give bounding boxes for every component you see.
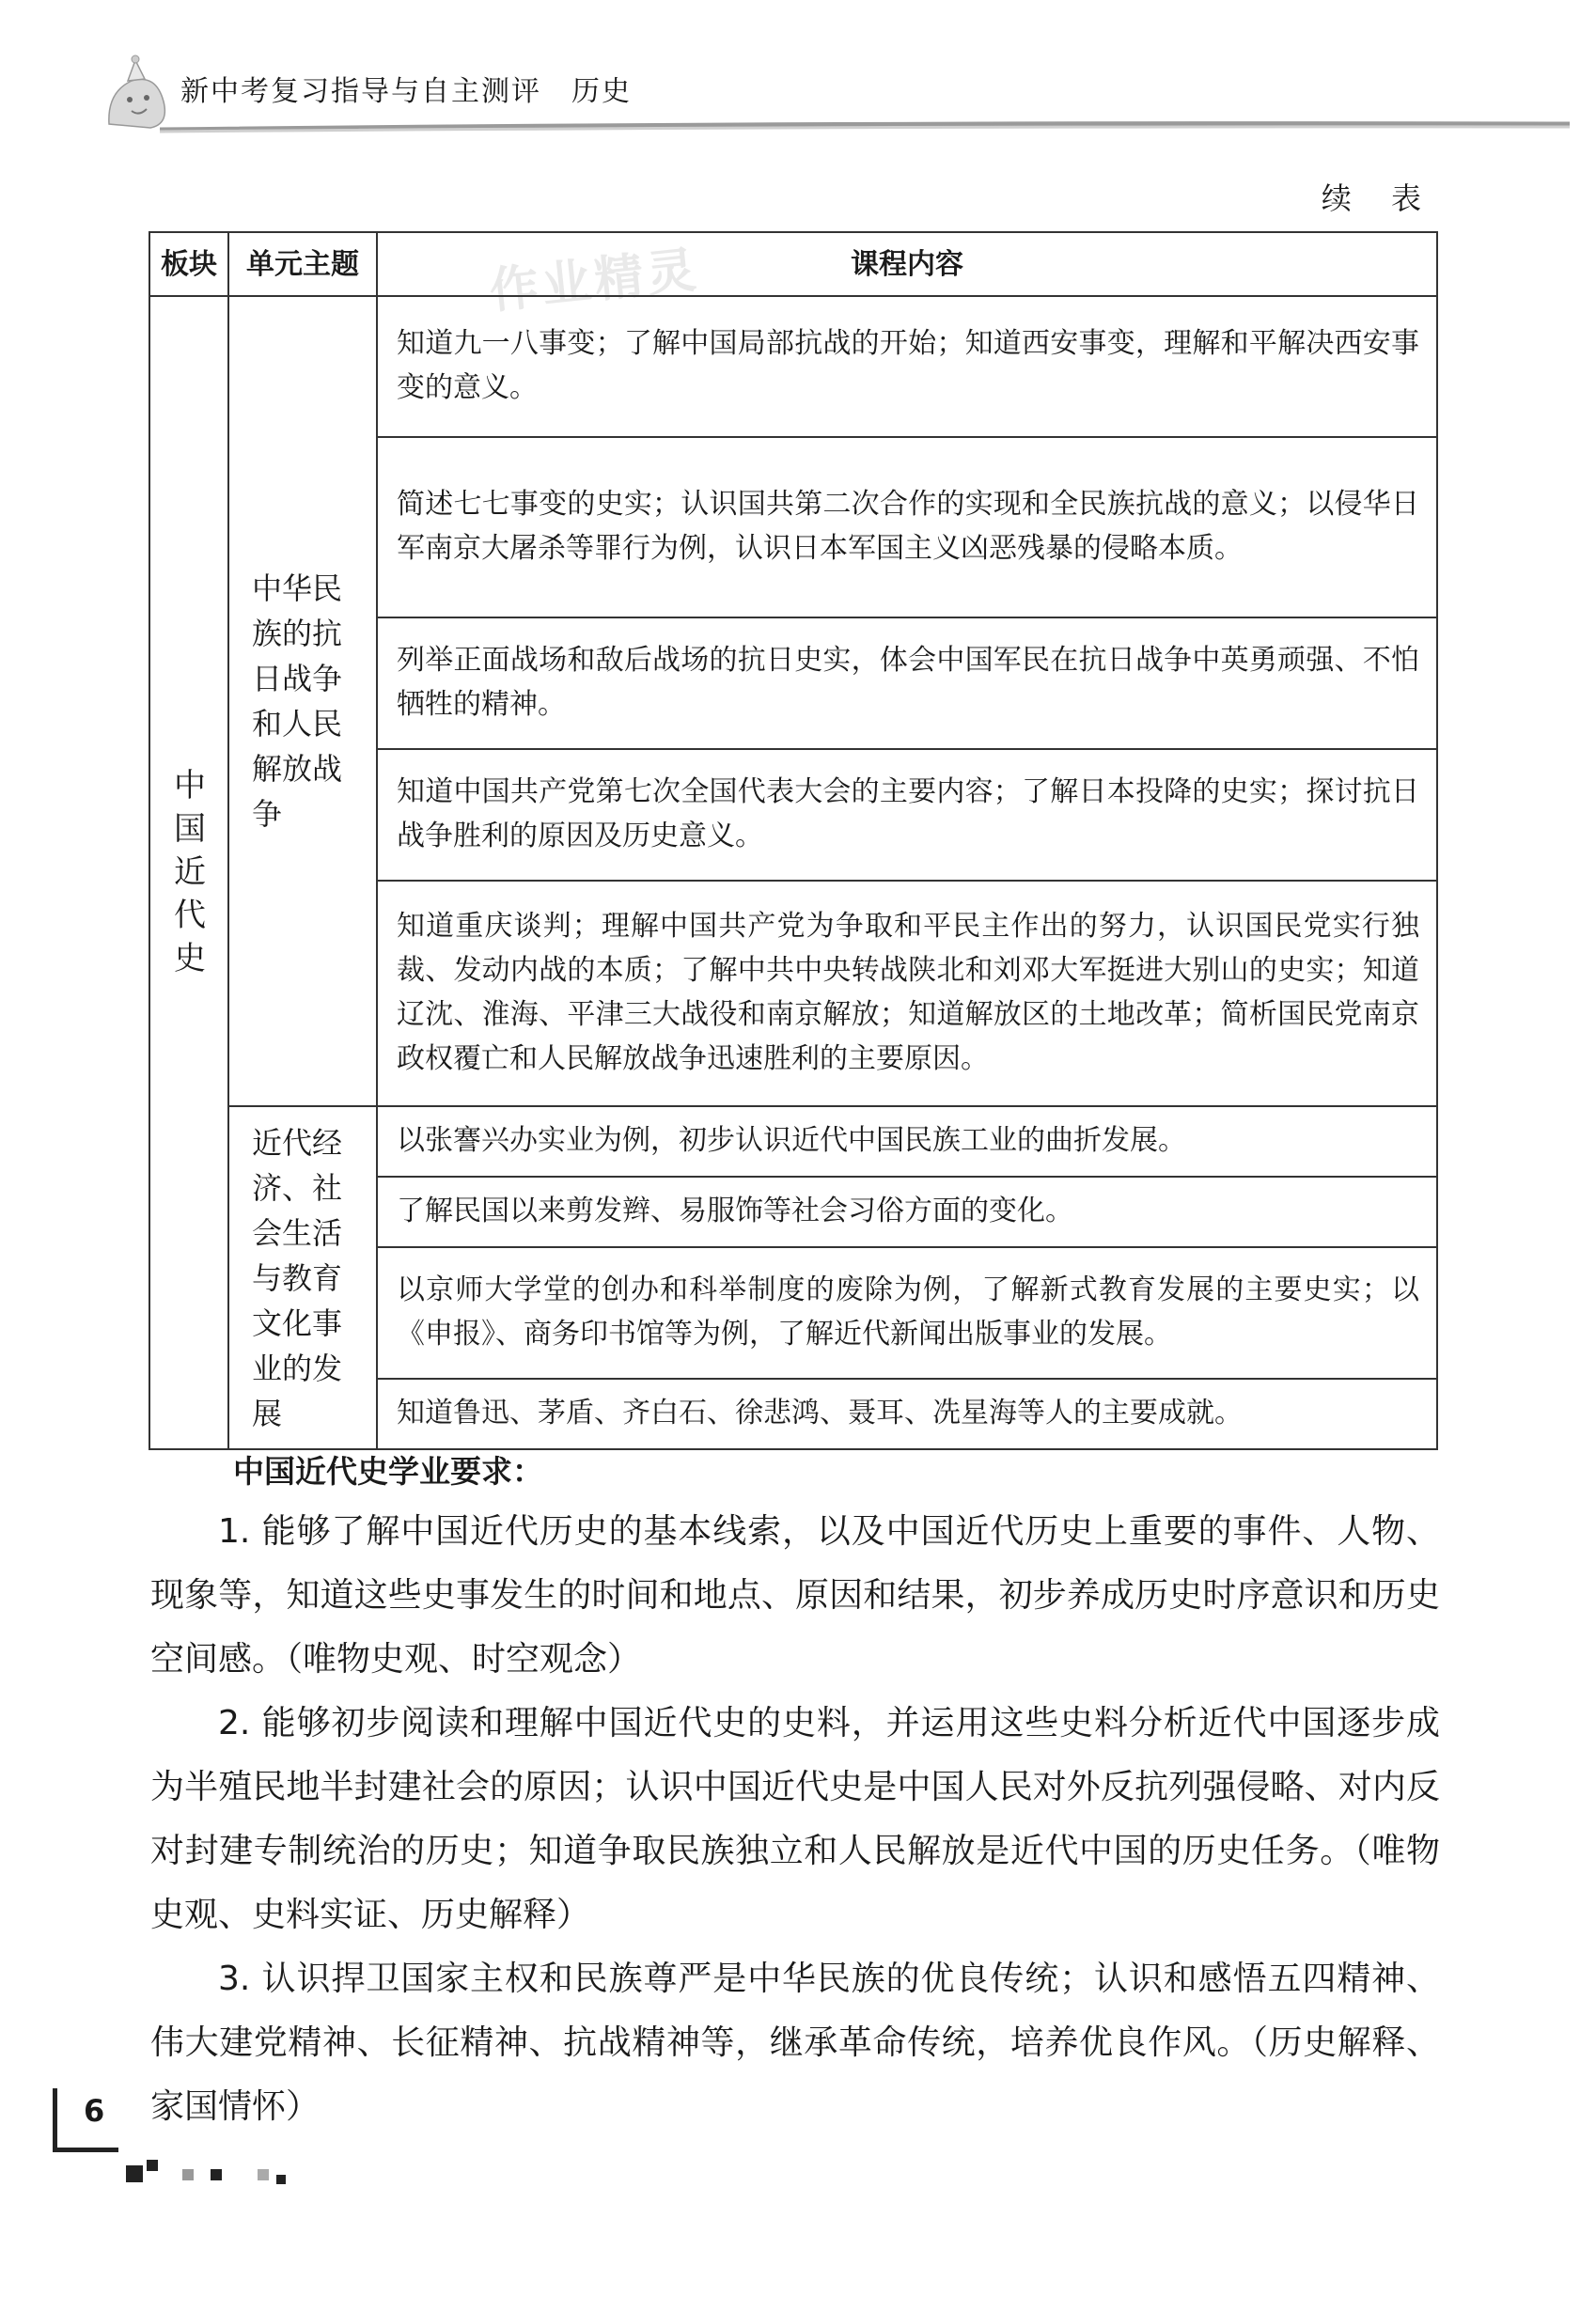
header-unit: 单元主题 bbox=[228, 232, 377, 296]
unit-cell: 近代经济、社会生活与教育文化事业的发展 bbox=[228, 1106, 377, 1449]
requirement-item: 3. 认识捍卫国家主权和民族尊严是中华民族的优良传统；认识和感悟五四精神、伟大建党精神、长征精神、抗战精神等，继承革命传统，培养优良作风。（历史解释、家国情怀） bbox=[150, 1960, 1440, 2126]
footer-squares-decoration bbox=[126, 2152, 295, 2190]
content-cell: 以张謇兴办实业为例，初步认识近代中国民族工业的曲折发展。 bbox=[377, 1106, 1437, 1177]
table-row bbox=[149, 1106, 1437, 1177]
curriculum-table bbox=[149, 231, 1438, 1450]
table-header-row bbox=[149, 232, 1437, 296]
content-cell: 列举正面战场和敌后战场的抗日史实，体会中国军民在抗日战争中英勇顽强、不怕牺牲的精神。 bbox=[377, 617, 1437, 749]
page-number: 6 bbox=[53, 2088, 118, 2152]
content-cell: 知道重庆谈判；理解中国共产党为争取和平民主作出的努力，认识国民党实行独裁、发动内战的本质；了解中共中央转战陕北和刘邓大军挺进大别山的史实；知道辽沈、淮海、平津三大战役和南京解放；知道解放区的土地改革；简析国民党南京政权覆亡和人民解放战争迅速胜利的主要原因。 bbox=[377, 881, 1437, 1106]
content-cell: 知道九一八事变；了解中国局部抗战的开始；知道西安事变，理解和平解决西安事变的意义。 bbox=[377, 296, 1437, 437]
header-content: 课程内容 bbox=[377, 232, 1437, 296]
content-cell: 了解民国以来剪发辫、易服饰等社会习俗方面的变化。 bbox=[377, 1177, 1437, 1247]
content-cell: 知道鲁迅、茅盾、齐白石、徐悲鸿、聂耳、冼星海等人的主要成就。 bbox=[377, 1379, 1437, 1449]
page-header bbox=[103, 55, 1570, 139]
header-block: 板块 bbox=[149, 232, 228, 296]
continued-table-label: 续 表 bbox=[1321, 180, 1436, 216]
block-label: 中国近代史 bbox=[174, 766, 206, 977]
watermark: 作业精灵 bbox=[487, 242, 703, 320]
unit-cell: 中华民族的抗日战争和人民解放战争 bbox=[228, 296, 377, 1106]
table-row bbox=[149, 296, 1437, 437]
content-cell: 知道中国共产党第七次全国代表大会的主要内容；了解日本投降的史实；探讨抗日战争胜利的原因及历史意义。 bbox=[377, 749, 1437, 881]
header-divider bbox=[160, 120, 1570, 133]
requirements-title: 中国近代史学业要求： bbox=[233, 1453, 543, 1490]
header-title: 新中考复习指导与自主测评 历史 bbox=[180, 75, 632, 108]
block-cell bbox=[149, 296, 228, 1449]
requirement-item: 2. 能够初步阅读和理解中国近代史的史料，并运用这些史料分析近代中国逐步成为半殖民地半封建社会的原因；认识中国近代史是中国人民对外反抗列强侵略、对内反对封建专制统治的历史；知道争取民族独立和人民解放是近代中国的历史任务。（唯物史观、史料实证、历史解释） bbox=[150, 1704, 1440, 1934]
content-cell: 以京师大学堂的创办和科举制度的废除为例，了解新式教育发展的主要史实；以《申报》、商务印书馆等为例，了解近代新闻出版事业的发展。 bbox=[377, 1247, 1437, 1379]
content-cell: 简述七七事变的史实；认识国共第二次合作的实现和全民族抗战的意义；以侵华日军南京大屠杀等罪行为例，认识日本军国主义凶恶残暴的侵略本质。 bbox=[377, 437, 1437, 617]
mascot-logo-icon bbox=[103, 55, 169, 130]
requirement-item: 1. 能够了解中国近代历史的基本线索，以及中国近代历史上重要的事件、人物、现象等，知道这些史事发生的时间和地点、原因和结果，初步养成历史时序意识和历史空间感。（唯物史观、时空观念） bbox=[150, 1512, 1440, 1679]
